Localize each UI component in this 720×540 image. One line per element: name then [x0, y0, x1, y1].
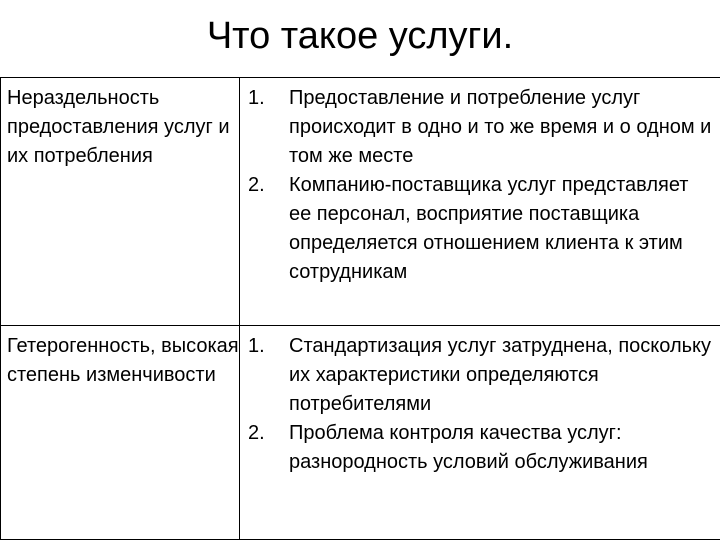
points-list	[240, 78, 720, 287]
table-row	[1, 78, 720, 326]
feature-cell	[1, 78, 240, 326]
item-number: 2.	[248, 174, 265, 196]
item-number: 1.	[248, 335, 265, 357]
slide-title: Что такое услуги.	[206, 15, 514, 57]
points-list	[240, 326, 720, 477]
table-row	[1, 326, 720, 540]
item-text: Компанию-поставщика услуг представляет ее персонал, восприятие поставщика определяется отношением клиента к этим сотрудникам	[289, 174, 689, 283]
item-number: 1.	[248, 87, 265, 109]
feature-label: Нераздельность предоставления услуг и их потребления	[7, 87, 230, 167]
list-item	[240, 332, 716, 419]
list-item	[240, 419, 716, 477]
points-cell	[240, 78, 720, 326]
item-text: Предоставление и потребление услуг происходит в одно и то же время и о одном и том же месте	[289, 87, 712, 167]
list-item	[240, 84, 716, 171]
item-number: 2.	[248, 422, 265, 444]
services-table	[0, 77, 720, 540]
feature-label: Гетерогенность, высокая степень изменчивости	[7, 335, 239, 386]
item-text: Стандартизация услуг затруднена, поскольку их характеристики определяются потребителями	[289, 335, 712, 415]
points-cell	[240, 326, 720, 540]
feature-cell	[1, 326, 240, 540]
item-text: Проблема контроля качества услуг: разнородность условий обслуживания	[289, 422, 648, 473]
list-item	[240, 171, 716, 287]
